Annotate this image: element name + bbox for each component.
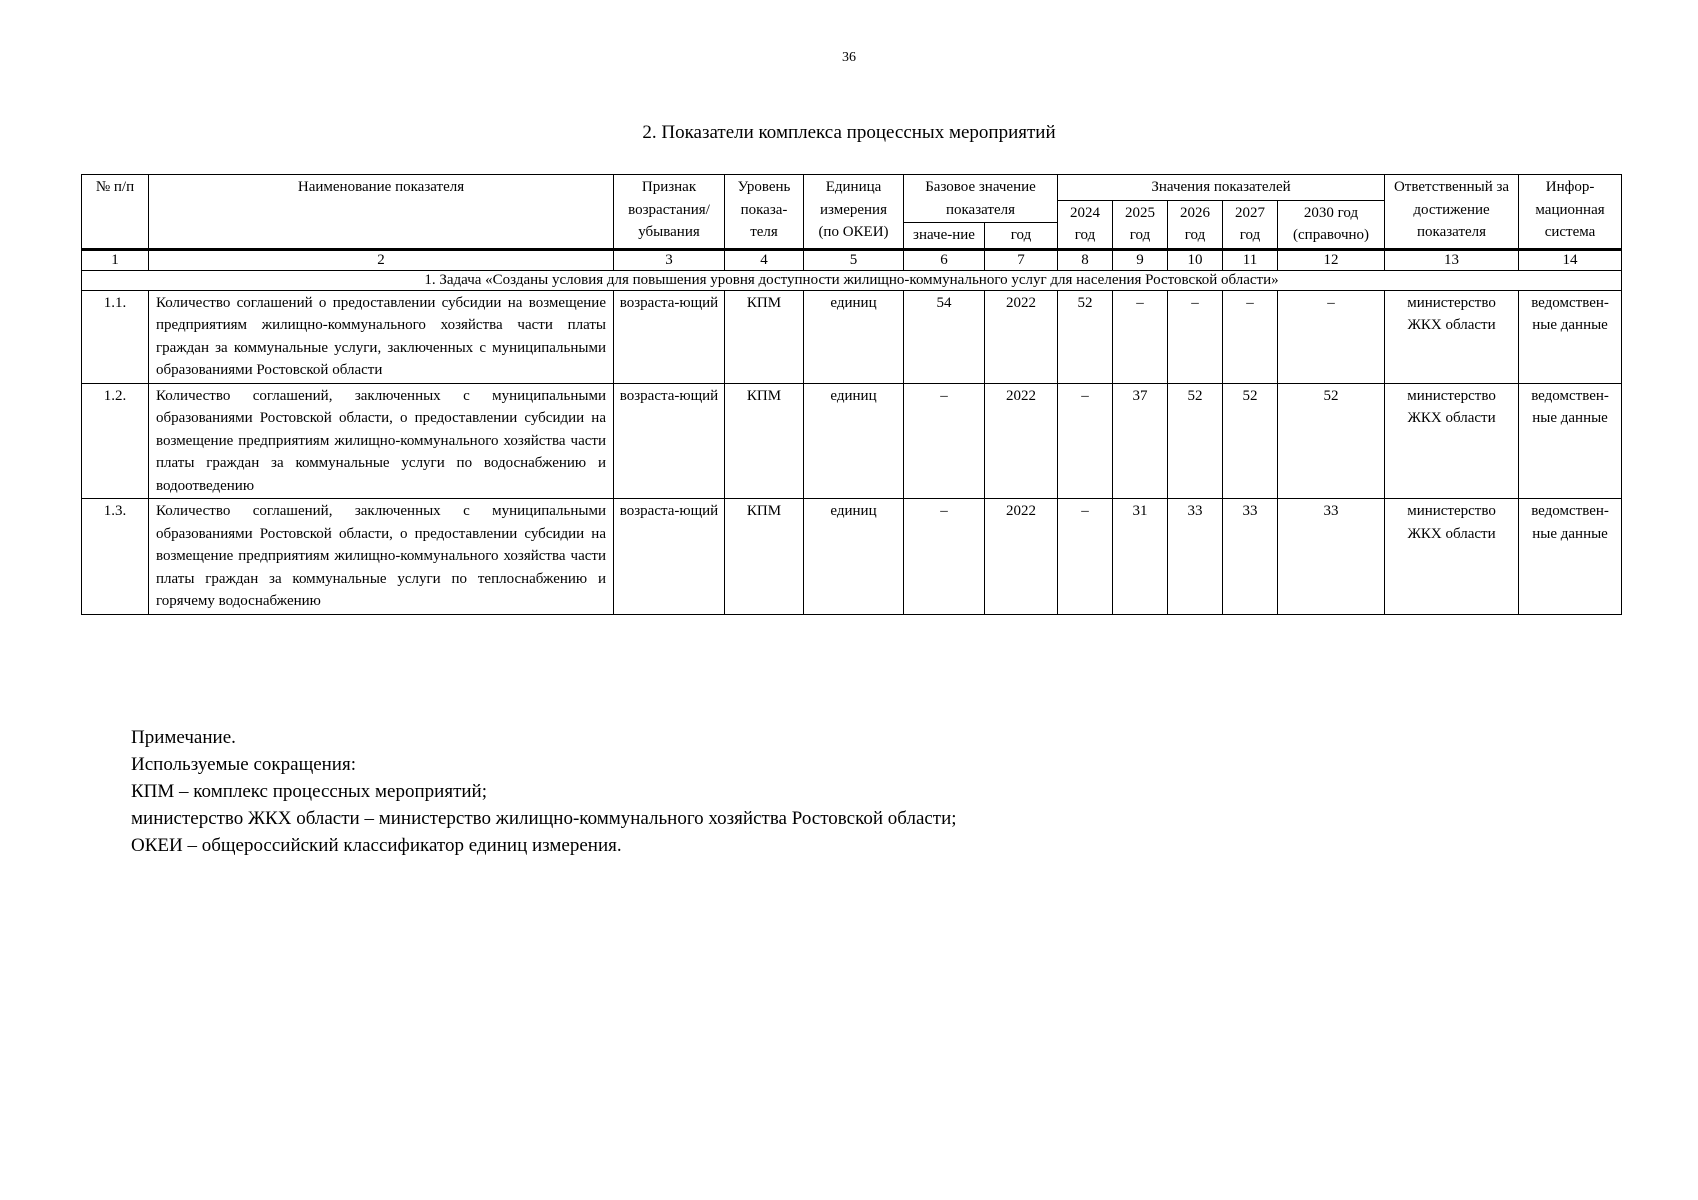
- value-2024-cell: 52: [1058, 290, 1113, 383]
- header-base-value: значе-ние: [904, 223, 985, 250]
- trend-cell: возраста-ющий: [614, 383, 725, 499]
- notes-heading: Примечание.: [131, 727, 236, 748]
- column-number: 6: [904, 249, 985, 270]
- header-values: Значения показателей: [1058, 175, 1385, 201]
- value-2024-cell: –: [1058, 499, 1113, 615]
- notes-block: [131, 724, 957, 859]
- value-2030-cell: 33: [1278, 499, 1385, 615]
- column-number: 13: [1385, 249, 1519, 270]
- unit-cell: единиц: [804, 383, 904, 499]
- header-num: № п/п: [82, 175, 149, 250]
- header-system: Инфор-мационная система: [1519, 175, 1622, 250]
- value-2030-cell: 52: [1278, 383, 1385, 499]
- trend-cell: возраста-ющий: [614, 499, 725, 615]
- indicator-name: Количество соглашений, заключенных с муниципальными образованиями Ростовской области, о предоставлении субсидии на возмещение предприятиям жилищно-коммунального хозяйства части платы граждан за коммунальные услуги по теплоснабжению и горячему водоснабжению: [149, 499, 614, 615]
- header-base-year: год: [985, 223, 1058, 250]
- page-number: 36: [842, 50, 856, 65]
- value-2027-cell: 52: [1223, 383, 1278, 499]
- system-cell: ведомствен-ные данные: [1519, 383, 1622, 499]
- abbreviation-item: КПМ – комплекс процессных мероприятий;: [131, 781, 487, 802]
- base-value-cell: –: [904, 383, 985, 499]
- column-number: 14: [1519, 249, 1622, 270]
- level-cell: КПМ: [725, 290, 804, 383]
- unit-cell: единиц: [804, 290, 904, 383]
- row-number: 1.1.: [82, 290, 149, 383]
- value-2026-cell: –: [1168, 290, 1223, 383]
- system-cell: ведомствен-ные данные: [1519, 290, 1622, 383]
- header-unit: Единица измерения (по ОКЕИ): [804, 175, 904, 250]
- row-number: 1.3.: [82, 499, 149, 615]
- column-number: 1: [82, 249, 149, 270]
- table-row: [82, 499, 1622, 615]
- value-2030-cell: –: [1278, 290, 1385, 383]
- value-2026-cell: 52: [1168, 383, 1223, 499]
- header-2024: 2024 год: [1058, 200, 1113, 249]
- column-number: 4: [725, 249, 804, 270]
- header-row-1: [82, 175, 1622, 201]
- header-2026: 2026 год: [1168, 200, 1223, 249]
- task-row: [82, 270, 1622, 290]
- table-row: [82, 383, 1622, 499]
- abbreviations-title: Используемые сокращения:: [131, 754, 356, 775]
- responsible-cell: министерство ЖКХ области: [1385, 290, 1519, 383]
- unit-cell: единиц: [804, 499, 904, 615]
- column-number: 8: [1058, 249, 1113, 270]
- responsible-cell: министерство ЖКХ области: [1385, 383, 1519, 499]
- header-level: Уровень показа-теля: [725, 175, 804, 250]
- column-number: 5: [804, 249, 904, 270]
- base-value-cell: –: [904, 499, 985, 615]
- value-2024-cell: –: [1058, 383, 1113, 499]
- column-number: 11: [1223, 249, 1278, 270]
- abbreviation-item: ОКЕИ – общероссийский классификатор единиц измерения.: [131, 835, 622, 856]
- value-2025-cell: 37: [1113, 383, 1168, 499]
- value-2027-cell: –: [1223, 290, 1278, 383]
- indicator-name: Количество соглашений о предоставлении субсидии на возмещение предприятиям жилищно-коммунального хозяйства части платы граждан за коммунальные услуги, заключенных с муниципальными образованиями Ростовской области: [149, 290, 614, 383]
- value-2027-cell: 33: [1223, 499, 1278, 615]
- value-2025-cell: –: [1113, 290, 1168, 383]
- header-base: Базовое значение показателя: [904, 175, 1058, 223]
- column-number: 9: [1113, 249, 1168, 270]
- base-year-cell: 2022: [985, 290, 1058, 383]
- system-cell: ведомствен-ные данные: [1519, 499, 1622, 615]
- responsible-cell: министерство ЖКХ области: [1385, 499, 1519, 615]
- abbreviation-item: министерство ЖКХ области – министерство жилищно-коммунального хозяйства Ростовской области;: [131, 808, 957, 829]
- column-number: 12: [1278, 249, 1385, 270]
- row-number: 1.2.: [82, 383, 149, 499]
- indicator-name: Количество соглашений, заключенных с муниципальными образованиями Ростовской области, о предоставлении субсидии на возмещение предприятиям жилищно-коммунального хозяйства части платы граждан за коммунальные услуги по водоснабжению и водоотведению: [149, 383, 614, 499]
- header-responsible: Ответственный за достижение показателя: [1385, 175, 1519, 250]
- value-2026-cell: 33: [1168, 499, 1223, 615]
- column-number: 10: [1168, 249, 1223, 270]
- column-number: 7: [985, 249, 1058, 270]
- base-year-cell: 2022: [985, 383, 1058, 499]
- level-cell: КПМ: [725, 499, 804, 615]
- indicators-table: [81, 174, 1622, 615]
- section-title: 2. Показатели комплекса процессных мероприятий: [642, 122, 1056, 143]
- task-title: 1. Задача «Созданы условия для повышения уровня доступности жилищно-коммунального услуг для населения Ростовской области»: [82, 270, 1622, 290]
- table-row: [82, 290, 1622, 383]
- column-number-row: [82, 249, 1622, 270]
- level-cell: КПМ: [725, 383, 804, 499]
- column-number: 2: [149, 249, 614, 270]
- value-2025-cell: 31: [1113, 499, 1168, 615]
- base-year-cell: 2022: [985, 499, 1058, 615]
- header-trend: Признак возрастания/ убывания: [614, 175, 725, 250]
- header-2030: 2030 год (справочно): [1278, 200, 1385, 249]
- trend-cell: возраста-ющий: [614, 290, 725, 383]
- column-number: 3: [614, 249, 725, 270]
- base-value-cell: 54: [904, 290, 985, 383]
- header-name: Наименование показателя: [149, 175, 614, 250]
- header-2025: 2025 год: [1113, 200, 1168, 249]
- header-2027: 2027 год: [1223, 200, 1278, 249]
